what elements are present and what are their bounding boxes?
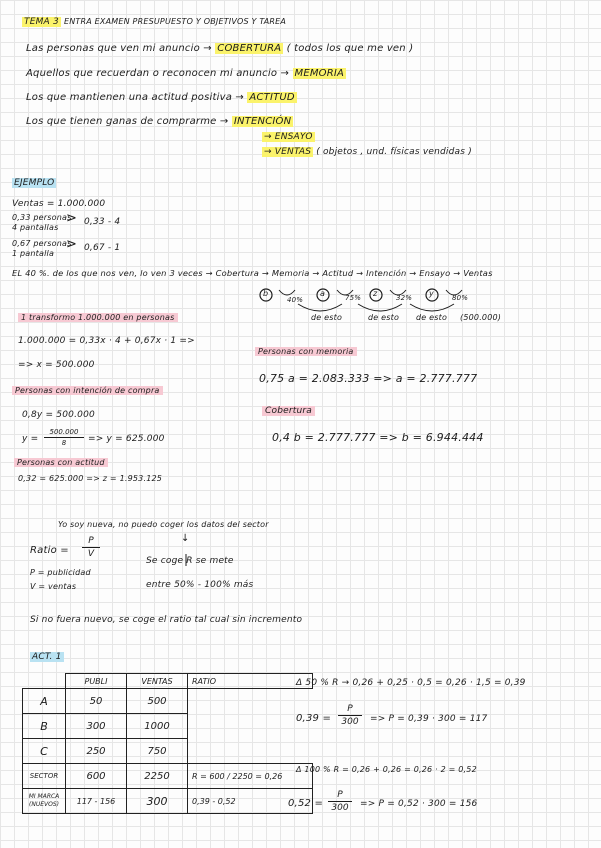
table-row xyxy=(23,739,313,764)
table-cell: 50 xyxy=(66,689,127,714)
definition-note: ( todos los que me ven ) xyxy=(286,43,414,54)
memoria-heading: Personas con memoria xyxy=(255,347,357,356)
table-header-row xyxy=(23,674,313,689)
definition-text: Los que mantienen una actitud positiva → xyxy=(26,92,245,103)
fraction-bar xyxy=(82,547,100,548)
table-cell: 600 xyxy=(66,764,127,789)
fraction-bar xyxy=(44,437,84,438)
de-esto-3: de esto xyxy=(416,313,448,322)
fraction-numerator: 500.000 xyxy=(49,428,79,436)
intencion-label xyxy=(12,386,163,395)
ventas-500000: (500.000) xyxy=(460,313,502,322)
table-row-header: C xyxy=(23,739,66,764)
definition-note: ( objetos , und. físicas vendidas ) xyxy=(316,147,472,157)
calc2-lhs: 0,52 = xyxy=(288,798,324,809)
act-table xyxy=(22,673,313,814)
pct-32: 32% xyxy=(396,294,413,302)
fraction-numerator: P xyxy=(347,704,353,714)
chain-y: y xyxy=(429,289,434,298)
actitud-equation: 0,32 = 625.000 => z = 1.953.125 xyxy=(18,474,163,483)
nueva-entre: entre 50% - 100% más xyxy=(146,580,254,590)
fraction-denominator: 300 xyxy=(331,803,349,813)
chain-z: z xyxy=(373,289,378,298)
memoria-label xyxy=(255,347,357,356)
actitud-label xyxy=(14,458,108,467)
fraction-bar xyxy=(338,715,362,716)
ratio-v-def: V = ventas xyxy=(30,582,77,591)
arc-de-esto-3 xyxy=(410,304,454,311)
act-label xyxy=(30,652,64,662)
calc2-fraction xyxy=(328,790,352,813)
definition-text: Las personas que ven mi anuncio → xyxy=(26,43,212,54)
step1-result: => x = 500.000 xyxy=(18,360,95,370)
definition-text: Los que tienen ganas de comprarme → xyxy=(26,116,229,127)
act-heading: ACT. 1 xyxy=(32,652,62,662)
fraction-denominator: 8 xyxy=(61,439,67,447)
fraction-denominator: V xyxy=(87,549,95,559)
table-cell: 500 xyxy=(127,689,188,714)
table-row-header: A xyxy=(23,689,66,714)
pct-80: 80% xyxy=(452,294,469,302)
key-actitud: ACTITUD xyxy=(249,92,295,103)
title-rest: ENTRA EXAMEN PRESUPUESTO Y OBJETIVOS Y TAREA xyxy=(63,17,287,26)
intencion-heading: Personas con intención de compra xyxy=(12,386,163,395)
table-row-header: MI MARCA (NUEVOS) xyxy=(23,789,66,814)
table-cell: 250 xyxy=(66,739,127,764)
table-cell: 2250 xyxy=(127,764,188,789)
table-row-header: SECTOR xyxy=(23,764,66,789)
key-ensayo: → ENSAYO xyxy=(264,132,313,142)
arrow-down-icon: ↓ xyxy=(181,533,190,544)
table-header: PUBLI xyxy=(66,674,127,689)
brace-gt-1: > xyxy=(66,211,78,226)
intencion-result: => y = 625.000 xyxy=(88,434,165,444)
ejemplo-heading: EJEMPLO xyxy=(14,178,55,188)
table-cell xyxy=(188,689,313,714)
funnel-chain: EL 40 %. de los que nos ven, lo ven 3 veces → Cobertura → Memoria → Actitud → Intención → Ensayo → Ventas xyxy=(12,268,493,278)
cobertura-label xyxy=(262,406,315,416)
key-ventas: → VENTAS xyxy=(264,147,312,157)
ejemplo-personas-2: 0,67 personas xyxy=(12,239,72,248)
key-cobertura: COBERTURA xyxy=(217,43,282,54)
key-intencion: INTENCIÓN xyxy=(233,116,292,127)
table-row xyxy=(23,789,313,814)
table-cell: 750 xyxy=(127,739,188,764)
fraction-bar xyxy=(328,801,352,802)
table-row xyxy=(23,689,313,714)
step1-heading: 1 transformo 1.000.000 en personas xyxy=(18,313,178,322)
fraction-numerator: P xyxy=(337,790,343,800)
calc1-fraction xyxy=(338,704,362,727)
ejemplo-pantallas-2: 1 pantalla xyxy=(12,249,55,258)
ratio-p-def: P = publicidad xyxy=(30,568,91,577)
table-row xyxy=(23,764,313,789)
calc2-rhs: => P = 0,52 · 300 = 156 xyxy=(360,799,478,809)
cobertura-heading: Cobertura xyxy=(262,406,315,416)
table-row xyxy=(23,714,313,739)
ejemplo-personas-1: 0,33 personas xyxy=(12,213,72,222)
intencion-y-eq: y = xyxy=(22,434,39,444)
calc-delta-50: Δ 50 % R → 0,26 + 0,25 · 0,5 = 0,26 · 1,5 = 0,39 xyxy=(296,678,526,688)
arc-de-esto-2 xyxy=(358,304,402,311)
ejemplo-ratio-2: 0,67 - 1 xyxy=(84,243,121,253)
key-memoria: MEMORIA xyxy=(294,68,345,79)
calc-delta-100: Δ 100 % R = 0,26 + 0,26 = 0,26 · 2 = 0,52 xyxy=(296,765,477,774)
calc1-lhs: 0,39 = xyxy=(296,713,332,724)
definition-text: Aquellos que recuerdan o reconocen mi anuncio → xyxy=(26,68,290,79)
nueva-fuera: Si no fuera nuevo, se coge el ratio tal cual sin incremento xyxy=(30,615,303,625)
fraction-denominator: 300 xyxy=(341,717,359,727)
nueva-coge: Se coge R se mete xyxy=(146,556,234,566)
calc1-rhs: => P = 0,39 · 300 = 117 xyxy=(370,714,488,724)
table-cell: 300 xyxy=(66,714,127,739)
arc-40 xyxy=(279,290,295,295)
pct-75: 75% xyxy=(345,294,362,302)
table-cell: 300 xyxy=(127,789,188,814)
step1-equation: 1.000.000 = 0,33x · 4 + 0,67x · 1 => xyxy=(18,336,195,346)
ratio-label: Ratio = xyxy=(30,545,69,556)
step1-label xyxy=(18,313,178,322)
table-cell xyxy=(188,739,313,764)
table-row-header: B xyxy=(23,714,66,739)
de-esto-2: de esto xyxy=(368,313,400,322)
nueva-line: Yo soy nueva, no puedo coger los datos del sector xyxy=(58,520,269,529)
table-header: VENTAS xyxy=(127,674,188,689)
brace-gt-2: > xyxy=(66,237,78,252)
table-cell: 1000 xyxy=(127,714,188,739)
table-cell: R = 600 / 2250 = 0,26 xyxy=(188,764,313,789)
table-corner xyxy=(23,674,66,689)
de-esto-1: de esto xyxy=(311,313,343,322)
fraction-numerator: P xyxy=(88,536,94,546)
table-cell xyxy=(188,714,313,739)
ejemplo-ventas: Ventas = 1.000.000 xyxy=(12,199,106,209)
cobertura-equation: 0,4 b = 2.777.777 => b = 6.944.444 xyxy=(272,431,484,444)
actitud-heading: Personas con actitud xyxy=(14,458,108,467)
arc-de-esto-1 xyxy=(298,304,342,311)
pct-40: 40% xyxy=(287,296,304,304)
intencion-eq1: 0,8y = 500.000 xyxy=(22,410,95,420)
chain-b: b xyxy=(263,289,269,298)
chain-a: a xyxy=(320,289,326,298)
table-cell: 117 - 156 xyxy=(66,789,127,814)
intencion-fraction xyxy=(44,428,84,447)
ratio-fraction xyxy=(82,536,100,559)
table-cell: 0,39 - 0,52 xyxy=(188,789,313,814)
memoria-equation: 0,75 a = 2.083.333 => a = 2.777.777 xyxy=(259,372,478,385)
table-header: RATIO xyxy=(188,674,313,689)
title-tema: TEMA 3 xyxy=(24,17,59,27)
ejemplo-pantallas-1: 4 pantallas xyxy=(12,223,59,232)
ejemplo-ratio-1: 0,33 - 4 xyxy=(84,217,121,227)
